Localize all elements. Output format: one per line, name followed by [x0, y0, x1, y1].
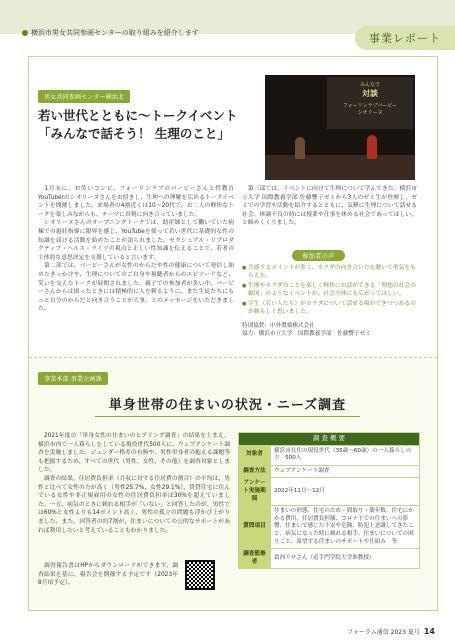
org-label-yokohama-kita: 男女共同参画センター横浜北	[38, 90, 130, 103]
table-title: 調 査 概 要	[239, 433, 420, 446]
event-para-3: 第二部では、バービーさんが女性のからだや性の健康について発信し始めたきっかけや、生理についてのご自身や視聴者からのエピソードなど、笑いを交えたトークが展開されました。親子での参加者が多い中、バービーさんからは困ったときには積極的に人を頼るように、また生徒たちにもっと自分のからだと向き合うことが大事、とのメッセージをいただきました。	[38, 263, 234, 313]
page-number: 14	[423, 627, 435, 636]
table-value: 葛西リサさん（追手門学院大学准教授）	[271, 549, 420, 569]
table-row	[239, 506, 420, 549]
cosponsor-text: 特別協賛：中外製薬株式会社	[242, 323, 315, 329]
headline-line2: 「みんなで話そう！ 生理のこと」	[38, 126, 230, 141]
headline-underline	[95, 416, 360, 417]
cooperation-text: 協力：横浜市立大学 国際教養学部 佐藤響子ゼミ	[242, 331, 371, 337]
header-intro-text: 横浜市男女共同参画センターの取り組みを紹介します	[31, 29, 199, 37]
footer-issue: フォーラム通信 2023 夏号	[347, 629, 420, 636]
table-key: 質問項目	[239, 506, 271, 549]
table-row	[239, 465, 420, 478]
photo-caption-2: 対談	[362, 88, 378, 98]
credits	[242, 322, 371, 338]
participant-comment: ● 生理やカラダのことを楽しく軽快にお話ができる「理想の社会の縮図」のようなイベントが、社会全体にも広がってほしい。	[242, 282, 417, 298]
table-key: 調査監修者	[239, 549, 271, 569]
table-row	[239, 445, 420, 465]
photo-caption-3: フォーリンラブバービー	[342, 103, 398, 109]
table-value: 横浜市在住の現役世代（35歳～60歳）の一人暮らしの方 500人	[271, 445, 420, 465]
event-body-left	[38, 185, 234, 314]
header-intro	[22, 28, 199, 38]
bullet-icon	[22, 30, 28, 36]
table-row	[239, 478, 420, 506]
participants-voice	[242, 243, 417, 318]
table-value: ウェブアンケート調査	[271, 465, 420, 478]
speaker-figure-left	[295, 137, 305, 159]
photo-caption-4: シオリーヌ	[357, 110, 383, 116]
participants-title: 参加者の声	[292, 250, 345, 261]
event-headline	[38, 107, 237, 143]
survey-para-3: 調査報告書はHPからダウンロードができます。調査結果を基に、報告会を開催する予定です（2023年8月頃予定）。	[38, 563, 178, 587]
table-key: 対象者	[239, 445, 271, 465]
report-tag: 事業レポート	[355, 26, 455, 50]
participant-comment: ● 学生（若い人たち）がカラダについて話せる場ができつつあるのが頼もしく思いました。	[242, 300, 417, 316]
photo-caption-1: みんなで	[359, 82, 380, 88]
survey-body	[38, 432, 230, 535]
event-para-4: 第三部では、イベントに向けて生理について学んできた、横浜市立大学 国際教養学部 佐藤響子ゼミから3人のゼミ生が登壇し、ゼミでの学習や活動を紹介するとともに、気軽に生理について話せる社会、体調不良の時には授業や仕事を休める社会であってほしい、と締めくくりました。	[242, 186, 417, 227]
headline-line1: 若い世代とともに～トークイベント	[38, 108, 238, 123]
org-label-planning: 事業本部 事業企画課	[38, 372, 108, 385]
table-key: 調査方法	[239, 465, 271, 478]
survey-headline: 単身世帯の住まいの状況・ニーズ調査	[108, 398, 347, 413]
survey-para-2: 調査の結果、住居費負担率（月収に対する住居費の割合）の平均は、男性と比べて女性の方が高く（男性25.7%、女性29.1%）、賃貸住宅に住んでいる女性や非正規雇用の女性の住居費負担率は30%を超えていました。一方、病気のときに頼れる相手が「いない」と回答したのが、男性では60%と女性よりも14ポイント高く、男性の孤立の問題も浮かび上がりました。また、回答者の約7割が、住まいについての公的なサポートがあれば利用したいと考えていることもわかりました。	[38, 475, 230, 534]
stage-floor	[265, 155, 415, 180]
stage-screen	[327, 77, 413, 129]
event-para-2: シオリーヌさんのオープニングトークでは、助産師として働いていた病棟での避妊指導に限界を感じ、YouTubeを使って若い世代に基礎的な性の知識を届ける活動を始めたことが語られました。セクシュアル・リプロダクティブ・ヘルス・ライツの視点と正しい性知識を伝えることで、若者の主体的な意思決定を支援していると言います。	[38, 220, 234, 261]
event-para-1: 1月末に、お笑いコンビ、フォーリンラブのバービーさんと性教育YouTuberのシオリーヌさんをお招きし、生理への理解を広めるトークイベントを開催しました。来場者の4割近くは10～20代で、お二人の軽快なトークを楽しみながらも、テーマに真剣に向き合っていました。	[38, 186, 234, 218]
table-value: 住まいの形態、住宅のため・間取り・築年数、住宅にかかる費用、住居費負担額、コロナ下での住まいへの影響、住まいで感じた不安や危険、防犯上意識してきたこと、病気になった時に頼れる相手、住まいについての困りごと、希望する住まいのサポートや仕組み 等	[271, 506, 420, 549]
qr-code-icon[interactable]	[185, 560, 215, 590]
page-footer	[347, 627, 435, 636]
table-row	[239, 549, 420, 569]
speaker-figure-right	[367, 135, 377, 159]
table-key: アンケート実施期間	[239, 478, 271, 506]
table-value: 2022年11月～12月	[271, 478, 420, 506]
survey-overview-table	[238, 432, 420, 569]
event-photo	[265, 75, 415, 180]
participant-comment: ● 共感するポイントが多く、カラダの向き合い方を聴いて勇気をもらえた。	[242, 264, 417, 280]
survey-para-1: 2021年度の「単身女性の住まいのヒアリング調査」の結果を上まえ、横浜市内で一人暮らしをしている現役世代500人に、ウェブアンケート調査を実施しました。ジェンダー格差の有無や、男性単身者の抱える課題等も把握するため、すべての世代（男性、女性、その他）を調査対象としました。	[38, 433, 230, 474]
